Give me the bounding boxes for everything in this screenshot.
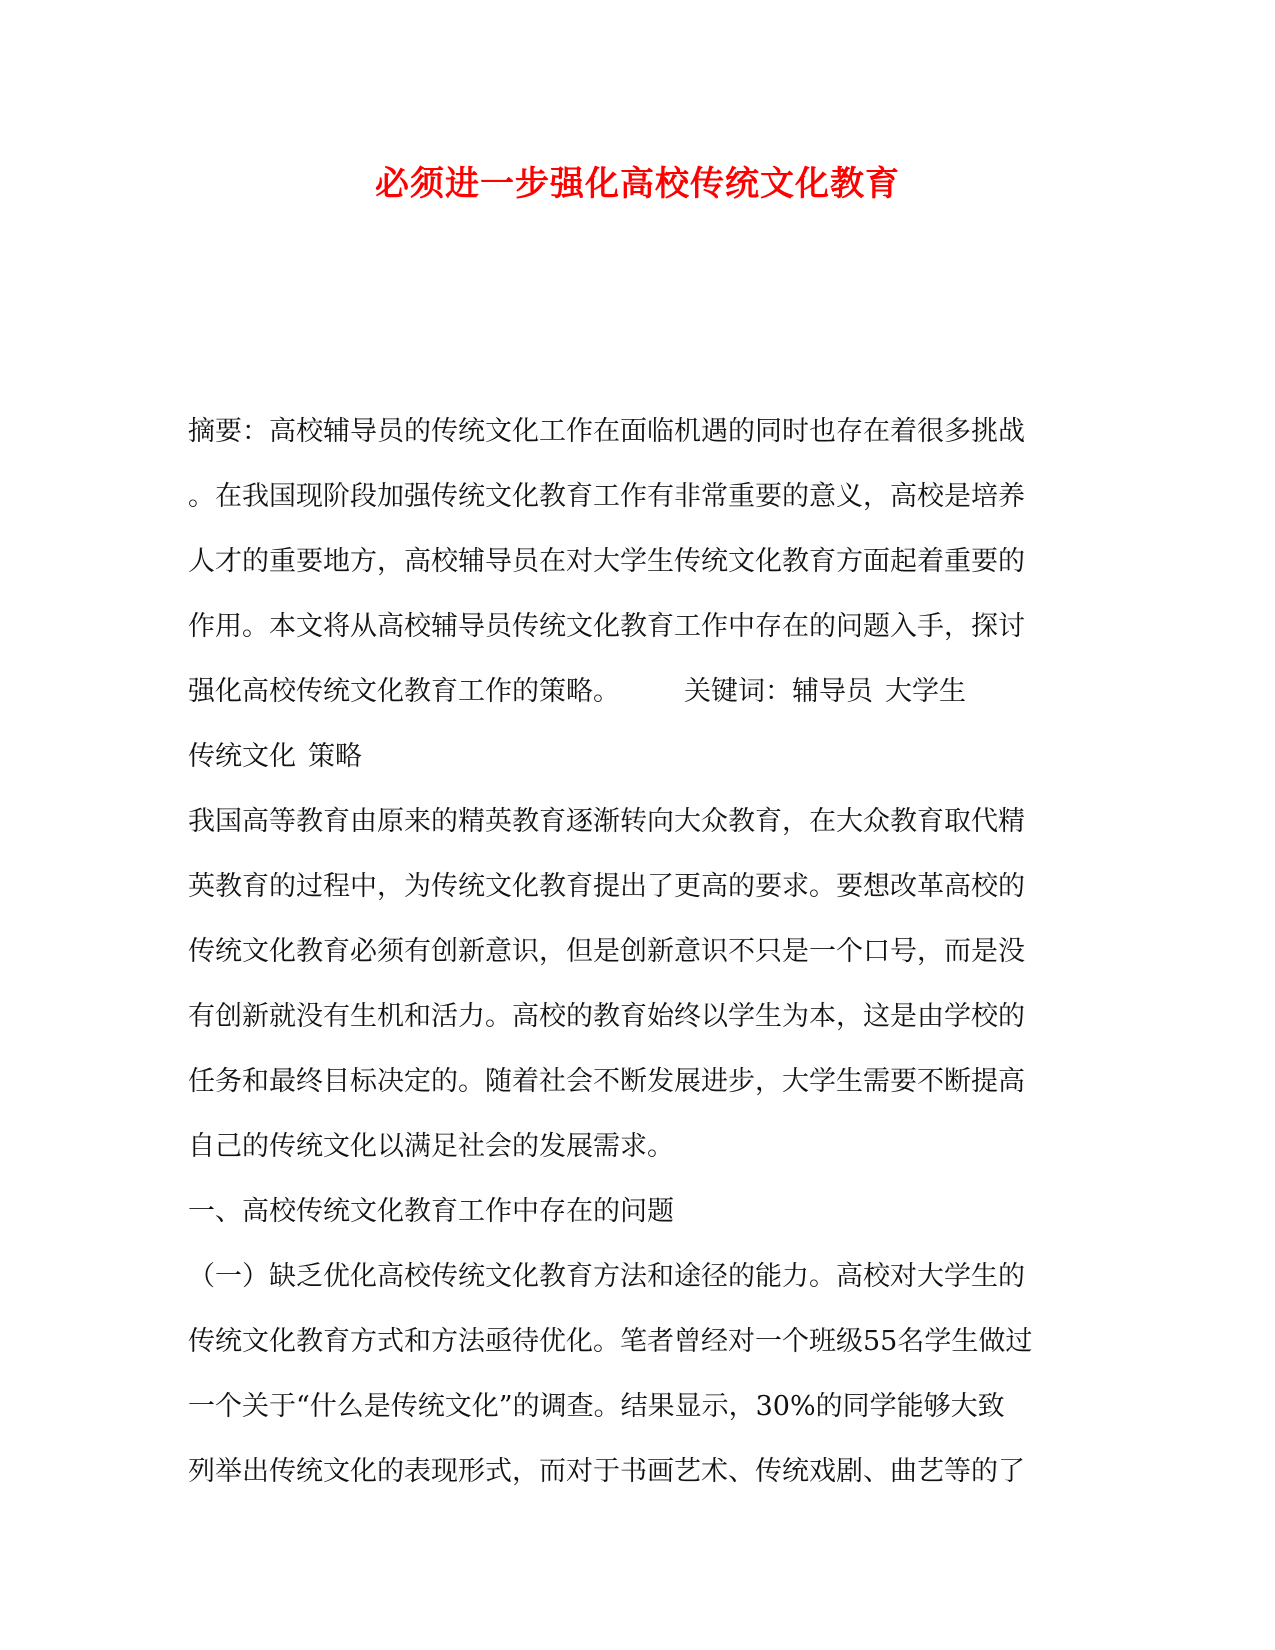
keyword: 大学生	[885, 676, 966, 707]
abstract-last-sentence: 强化高校传统文化教育工作的策略。	[188, 676, 620, 707]
section-heading: 一、高校传统文化教育工作中存在的问题	[188, 1196, 674, 1227]
keyword: 传统文化	[188, 741, 296, 772]
keywords-label: 关键词：	[684, 676, 792, 707]
section-line: 传统文化教育方式和方法亟待优化。笔者曾经对一个班级55名学生做过	[188, 1326, 1033, 1357]
abstract-line: 人才的重要地方，高校辅导员在对大学生传统文化教育方面起着重要的	[188, 546, 1025, 577]
intro-line: 英教育的过程中，为传统文化教育提出了更高的要求。要想改革高校的	[188, 871, 1025, 902]
section-line: （一）缺乏优化高校传统文化教育方法和途径的能力。高校对大学生的	[188, 1261, 1025, 1292]
abstract-line: 作用。本文将从高校辅导员传统文化教育工作中存在的问题入手，探讨	[188, 611, 1025, 642]
intro-line: 自己的传统文化以满足社会的发展需求。	[188, 1131, 674, 1162]
keyword: 辅导员	[792, 676, 873, 707]
keywords-continued-line	[188, 737, 1088, 802]
abstract-line: 。在我国现阶段加强传统文化教育工作有非常重要的意义，高校是培养	[188, 481, 1025, 512]
abstract-keywords-line	[188, 672, 1088, 737]
intro-line: 传统文化教育必须有创新意识，但是创新意识不只是一个口号，而是没	[188, 936, 1025, 967]
document-body	[188, 412, 1088, 1517]
keyword: 策略	[308, 741, 362, 772]
intro-line: 有创新就没有生机和活力。高校的教育始终以学生为本，这是由学校的	[188, 1001, 1025, 1032]
intro-line: 我国高等教育由原来的精英教育逐渐转向大众教育，在大众教育取代精	[188, 806, 1025, 837]
section-line: 列举出传统文化的表现形式，而对于书画艺术、传统戏剧、曲艺等的了	[188, 1456, 1025, 1487]
intro-line: 任务和最终目标决定的。随着社会不断发展进步，大学生需要不断提高	[188, 1066, 1025, 1097]
document-title: 必须进一步强化高校传统文化教育	[375, 164, 900, 204]
abstract-line: 摘要：高校辅导员的传统文化工作在面临机遇的同时也存在着很多挑战	[188, 416, 1025, 447]
section-line: 一个关于“什么是传统文化”的调查。结果显示，30%的同学能够大致	[188, 1391, 1005, 1422]
